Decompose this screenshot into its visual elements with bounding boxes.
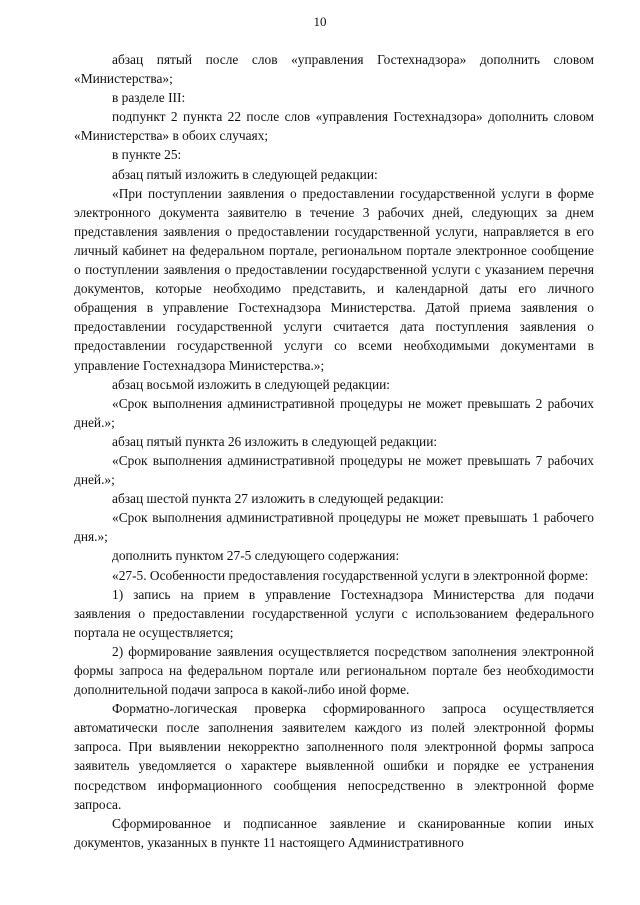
paragraph-16: 2) формирование заявления осуществляется посредством заполнения электронной формы запроса на федеральном портале или региональном портале без необходимости дополнительной подачи запроса в какой-либо иной форме. — [74, 643, 594, 698]
paragraph-12: «Срок выполнения административной процедуры не может превышать 1 рабочего дня.»; — [74, 510, 594, 545]
paragraph-2: в разделе III: — [112, 90, 186, 106]
paragraph-6: «При поступлении заявления о предоставлении государственной услуги в форме электронного документа заявителю в течение 3 рабочих дней, следующих за днем представления заявления о предоставлении государственной услуги, направляется в его личный кабинет на федеральном портале, региональном портале электронное сообщение о поступлении заявления о предоставлении государственной услуги с указанием перечня документов, которые необходимо представить, и календарной даты его личного обращения в управление Гостехнадзора Министерства. Датой приема заявления о предоставлении государственной услуги считается дата поступления заявления о предоставлении государственной услуги со всеми необходимыми документами в управление Гостехнадзора Министерства.»; — [74, 185, 594, 373]
paragraph-14: «27-5. Особенности предоставления государственной услуги в электронной форме: — [112, 567, 589, 583]
paragraph-7: абзац восьмой изложить в следующей редакции: — [112, 376, 391, 392]
paragraph-10: «Срок выполнения административной процедуры не может превышать 7 рабочих дней.»; — [74, 452, 594, 488]
paragraph-4: в пункте 25: — [112, 147, 182, 163]
paragraph-3: подпункт 2 пункта 22 после слов «управления Гостехнадзора» дополнить словом «Министерства» в обоих случаях; — [74, 109, 594, 144]
paragraph-15: 1) запись на прием в управление Гостехнадзора Министерства для подачи заявления о предоставлении государственной услуги с использованием федерального портала не осуществляется; — [74, 586, 594, 640]
paragraph-11: абзац шестой пункта 27 изложить в следующей редакции: — [112, 491, 444, 507]
paragraph-9: абзац пятый пункта 26 изложить в следующей редакции: — [112, 433, 438, 449]
page-number: 10 — [313, 14, 327, 29]
paragraph-1: абзац пятый после слов «управления Гостехнадзора» дополнить словом «Министерства»; — [74, 52, 594, 87]
paragraph-8: «Срок выполнения административной процедуры не может превышать 2 рабочих дней.»; — [74, 395, 594, 430]
paragraph-5: абзац пятый изложить в следующей редакции: — [112, 166, 378, 182]
paragraph-13: дополнить пунктом 27-5 следующего содержания: — [112, 548, 400, 564]
paragraph-18: Сформированное и подписанное заявление и сканированные копии иных документов, указанных в пункте 11 настоящего Административного — [74, 815, 594, 850]
paragraph-17: Форматно-логическая проверка сформированного запроса осуществляется автоматически после заполнения заявителем каждого из полей электронной формы запроса. При выявлении некорректно заполненного поля электронной формы запроса заявитель уведомляется о характере выявленной ошибки и порядке ее устранения посредством информационного сообщения непосредственно в электронной форме запроса. — [74, 701, 594, 812]
document-body — [74, 50, 594, 852]
